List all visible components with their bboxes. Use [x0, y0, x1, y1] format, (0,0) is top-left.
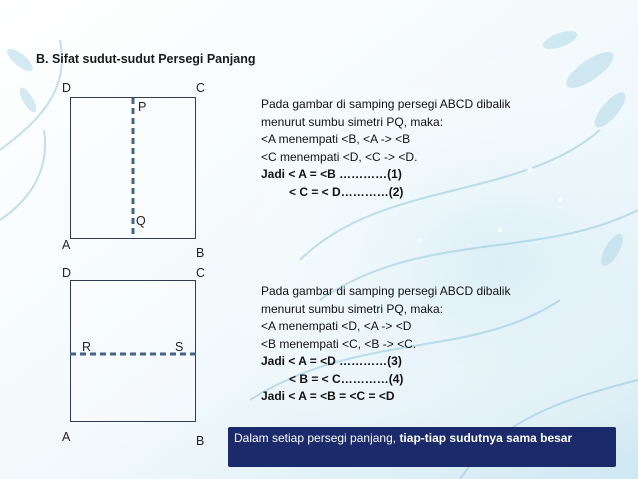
callout-text: Dalam setiap persegi panjang,: [234, 431, 400, 445]
corner-label-a: A: [62, 430, 71, 444]
explanation-2: [261, 283, 510, 406]
text-line: menurut sumbu simetri PQ, maka:: [261, 114, 444, 129]
corner-label-d: D: [62, 266, 72, 280]
conclusion-line: < B = < C…………(4): [289, 371, 404, 386]
text-line: <C menempati <D, <C -> <D.: [261, 149, 418, 164]
conclusion-line: Jadi < A = <B …………(1): [261, 167, 402, 181]
axis-label-p: P: [138, 100, 147, 114]
axis-label-q: Q: [136, 214, 146, 228]
corner-label-b: B: [196, 434, 205, 448]
text-line: menurut sumbu simetri PQ, maka:: [261, 301, 444, 316]
axis-label-s: S: [175, 340, 184, 354]
text-line: <B menempati <C, <B -> <C.: [261, 336, 417, 351]
axis-label-r: R: [82, 340, 92, 354]
text-line: Pada gambar di samping persegi ABCD dibalik: [261, 284, 511, 298]
corner-label-c: C: [196, 81, 206, 95]
conclusion-line: Jadi < A = <D …………(3): [261, 354, 402, 368]
text-line: Pada gambar di samping persegi ABCD dibalik: [261, 97, 511, 111]
final-conclusion-line: Jadi < A = <B = <C = <D: [261, 389, 395, 403]
explanation-1: [261, 96, 510, 201]
text-line: <A menempati <B, <A -> <B: [261, 132, 411, 146]
corner-label-c: C: [196, 266, 206, 280]
corner-label-b: B: [196, 246, 205, 260]
callout-bold-text: tiap-tiap sudutnya sama besar: [399, 431, 573, 445]
corner-label-d: D: [62, 81, 72, 95]
conclusion-line: < C = < D…………(2): [289, 184, 404, 199]
corner-label-a: A: [62, 238, 71, 252]
summary-callout: [228, 427, 616, 467]
section-title: B. Sifat sudut-sudut Persegi Panjang: [36, 52, 256, 66]
text-line: <A menempati <D, <A -> <D: [261, 319, 412, 333]
